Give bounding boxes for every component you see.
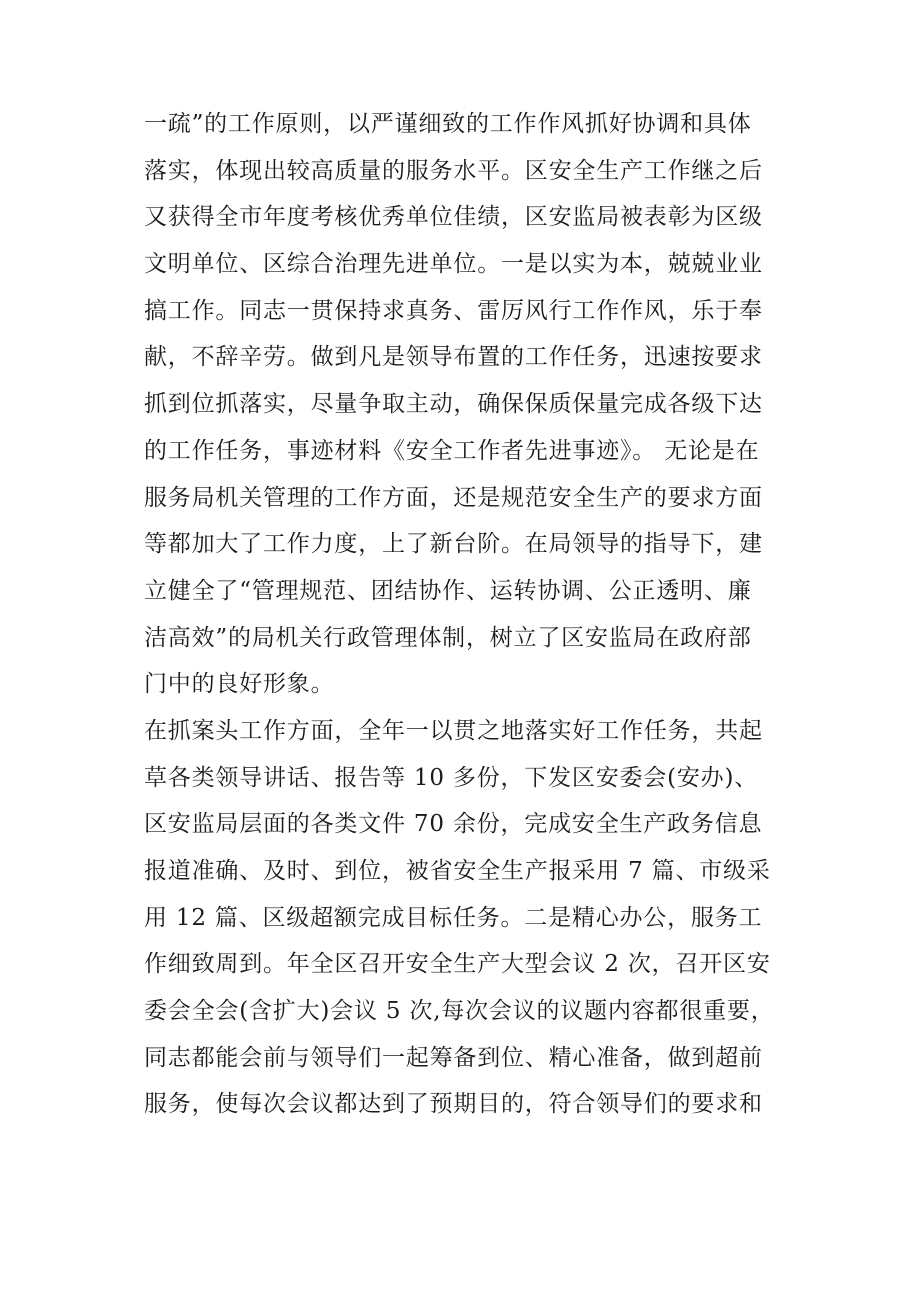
text-line: 在抓案头工作方面，全年一以贯之地落实好工作任务，共起: [144, 717, 763, 744]
text-line: 立健全了“管理规范、团结协作、运转协调、公正透明、廉: [144, 577, 752, 604]
text-line: 落实，体现出较高质量的服务水平。区安全生产工作继之后: [144, 157, 763, 184]
text-line: 献，不辞辛劳。做到凡是领导布置的工作任务，迅速按要求: [144, 344, 763, 371]
text-line: 同志都能会前与领导们一起筹备到位、精心准备，做到超前: [144, 1044, 763, 1071]
text-line: 的工作任务，事迹材料《安全工作者先进事迹》。 无论是在: [144, 437, 760, 464]
text-line: 服务，使每次会议都达到了预期目的，符合领导们的要求和: [144, 1091, 763, 1118]
text-line: 抓到位抓落实，尽量争取主动，确保保质保量完成各级下达: [144, 391, 763, 418]
text-line: 区安监局层面的各类文件 70 余份，完成安全生产政务信息: [144, 811, 763, 838]
text-line: 用 12 篇、区级超额完成目标任务。二是精心办公，服务工: [144, 904, 763, 931]
text-line: 门中的良好形象。: [144, 671, 335, 698]
text-line: 草各类领导讲话、报告等 10 多份，下发区安委会(安办)、: [144, 764, 759, 791]
document-body: [144, 101, 794, 1128]
text-line: 报道准确、及时、到位，被省安全生产报采用 7 篇、市级采: [144, 858, 771, 884]
text-line: 作细致周到。年全区召开安全生产大型会议 2 次，召开区安: [144, 951, 771, 978]
text-line: 等都加大了工作力度，上了新台阶。在局领导的指导下，建: [144, 531, 763, 558]
text-line: 文明单位、区综合治理先进单位。一是以实为本，兢兢业业: [144, 251, 763, 278]
text-line: 一疏”的工作原则，以严谨细致的工作作风抓好协调和具体: [144, 111, 752, 137]
text-line: 委会全会(含扩大)会议 5 次,每次会议的议题内容都很重要，: [144, 998, 775, 1025]
text-line: 洁高效”的局机关行政管理体制，树立了区安监局在政府部: [144, 624, 752, 651]
text-line: 搞工作。同志一贯保持求真务、雷厉风行工作作风，乐于奉: [144, 297, 763, 324]
text-line: 又获得全市年度考核优秀单位佳绩，区安监局被表彰为区级: [144, 204, 763, 231]
text-line: 服务局机关管理的工作方面，还是规范安全生产的要求方面: [144, 484, 763, 511]
